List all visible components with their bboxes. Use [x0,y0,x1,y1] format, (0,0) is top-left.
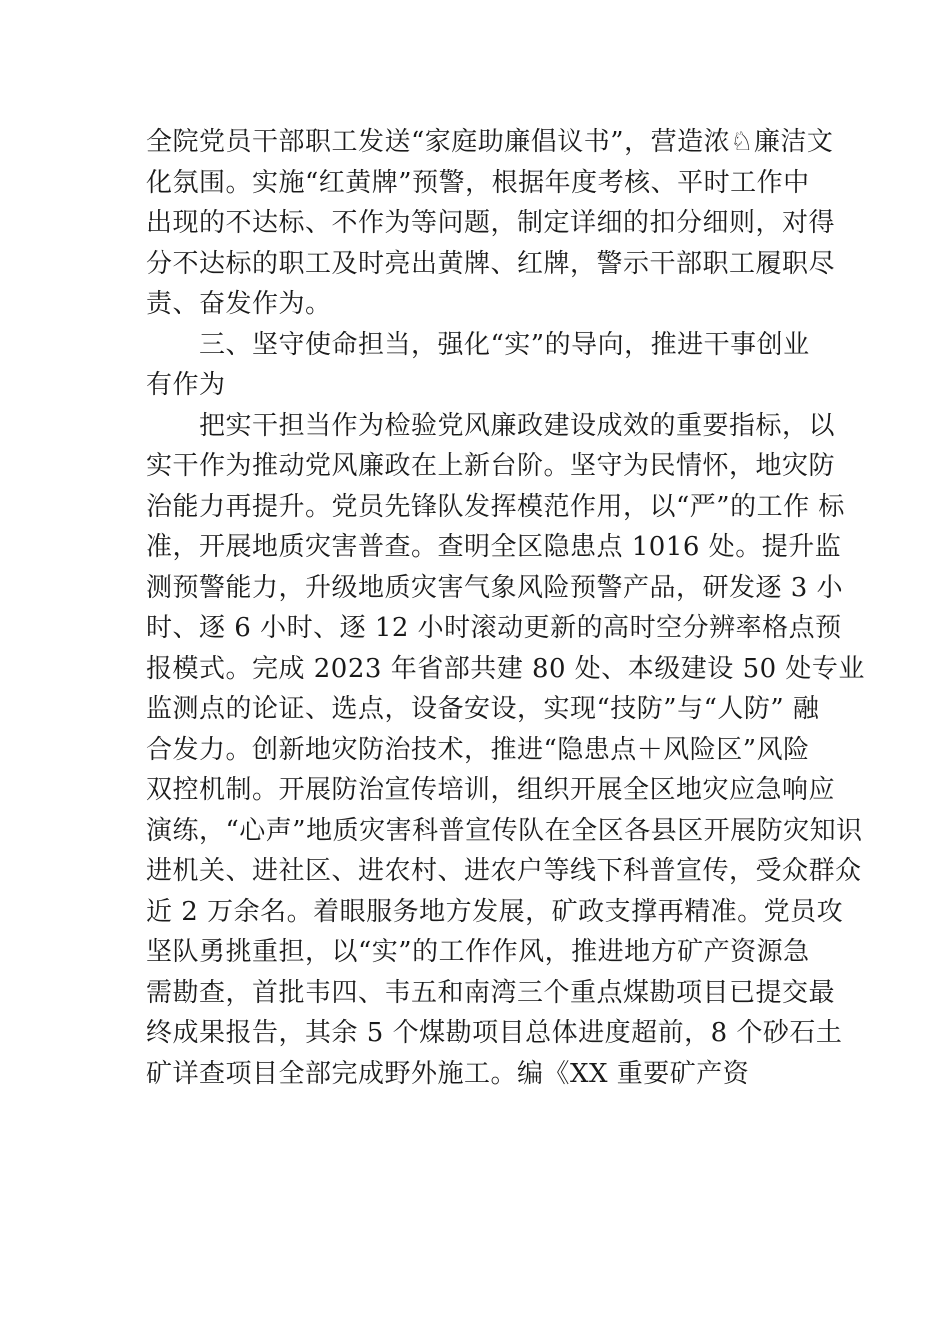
text-line: 测预警能力，升级地质灾害气象风险预警产品，研发逐 3 小 [146,572,844,603]
text-line: 矿详查项目全部完成野外施工。编《XX 重要矿产资 [146,1058,750,1089]
text-line: 报模式。完成 2023 年省部共建 80 处、本级建设 50 处专业 [146,653,865,684]
text-line: 准，开展地质灾害普查。查明全区隐患点 1016 处。提升监 [146,532,842,562]
text-line: 分不达标的职工及时亮出黄牌、红牌，警示干部职工履职尽 [146,248,836,279]
text-line: 演练，“心声”地质灾害科普宣传队在全区各县区开展防灾知识 [146,815,863,846]
text-line: 双控机制。开展防治宣传培训，组织开展全区地灾应急响应 [146,775,836,805]
text-line: 终成果报告，其余 5 个煤勘项目总体进度超前，8 个砂石土 [146,1018,843,1048]
body-text [146,122,865,1094]
text-line: 坚队勇挑重担，以“实”的工作作风，推进地方矿产资源急 [146,937,810,967]
text-line: 治能力再提升。党员先锋队发挥模范作用，以“严”的工作 标 [146,491,845,522]
text-line: 进机关、进社区、进农村、进农户等线下科普宣传，受众群众 [146,856,862,886]
text-line: 近 2 万余名。着眼服务地方发展，矿政支撑再精准。党员攻 [146,896,844,927]
section-heading-line: 有作为 [146,370,226,400]
text-line: 需勘查，首批韦四、韦五和南湾三个重点煤勘项目已提交最 [146,977,836,1008]
text-line: 时、逐 6 小时、逐 12 小时滚动更新的高时空分辨率格点预 [146,613,842,643]
text-line: 监测点的论证、选点，设备安设，实现“技防”与“人防” 融 [146,694,820,724]
text-line: 出现的不达标、不作为等问题，制定详细的扣分细则，对得 [146,208,836,238]
text-line: 化氛围。实施“红黄牌”预警，根据年度考核、平时工作中 [146,167,810,198]
text-line: 责、奋发作为。 [146,289,332,319]
text-line: 把实干担当作为检验党风廉政建设成效的重要指标，以 [146,410,836,441]
text-line: 实干作为推动党风廉政在上新台阶。坚守为民情怀，地灾防 [146,451,836,481]
text-line: 全院党员干部职工发送“家庭助廉倡议书”，营造浓♘廉洁文 [146,127,834,157]
section-heading-line: 三、坚守使命担当，强化“实”的导向，推进干事创业 [146,329,810,360]
text-line: 合发力。创新地灾防治技术，推进“隐患点＋风险区”风险 [146,734,810,765]
